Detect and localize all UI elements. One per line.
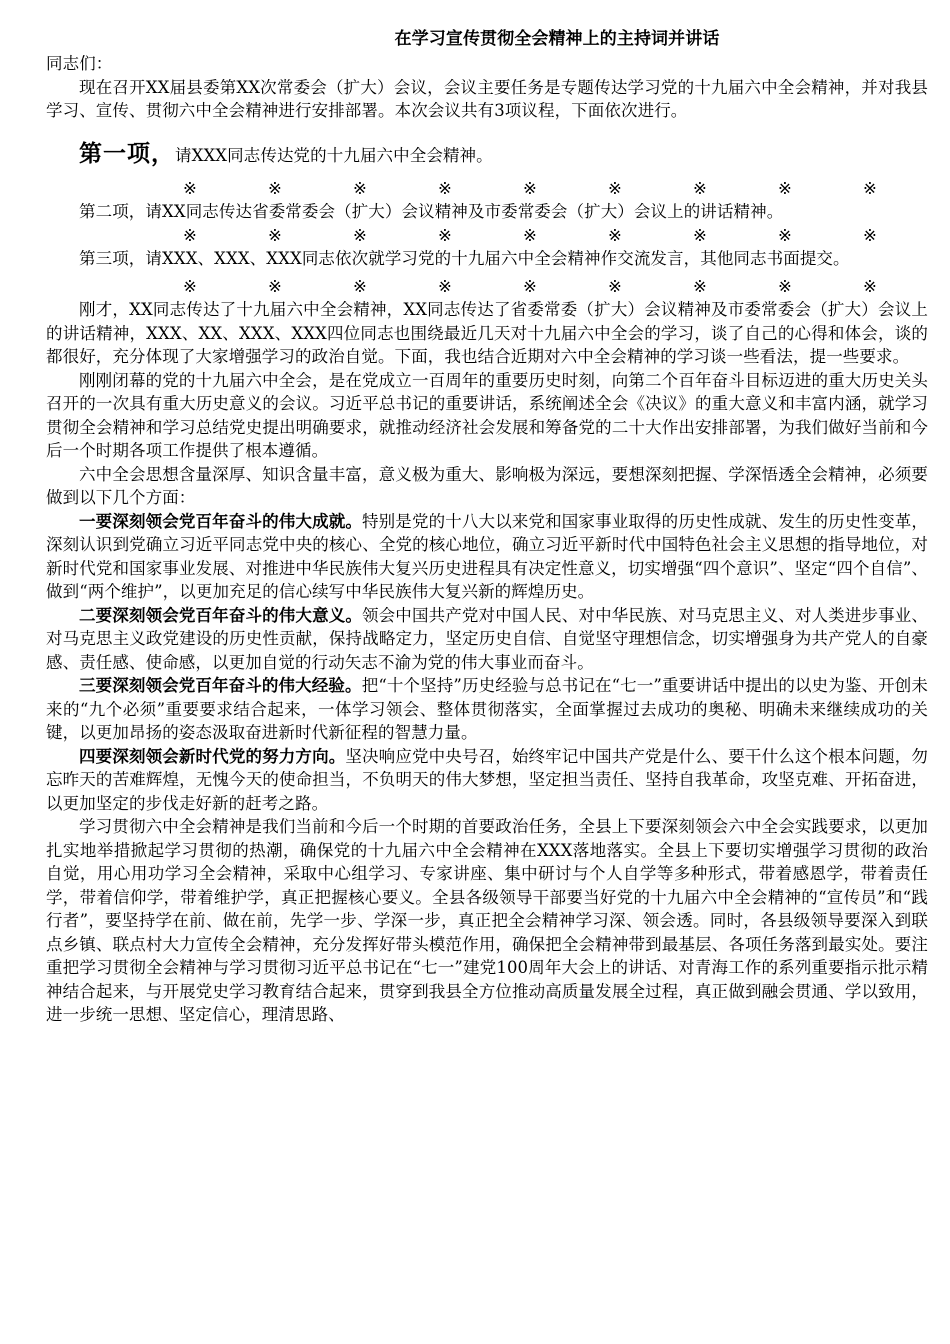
star-mark: ※ [523,178,537,198]
speech-paragraph: 刚刚闭幕的党的十九届六中全会，是在党成立一百周年的重要历史时刻，向第二个百年奋斗目标迈进的重大历史关头召开的一次具有重大历史意义的会议。习近平总书记的重要讲话，系统阐述全会《决议》的重大意义和丰富内涵，就学习贯彻全会精神和学习总结党史提出明确要求，就推动经济社会发展和筹备党的二十大作出安排部署，为我们做好当前和今后一个时期各项工作提供了根本遵循。 [46,370,928,460]
requirement-4-text: 坚决响应党中央号召，始终牢记中国共产党是什么、要干什么这个根本问题，勿忘昨天的苦难辉煌，无愧今天的使命担当，不负明天的伟大梦想，坚定担当责任、坚持自我革命，攻坚克难、开拓奋进，以更加坚定的步伐走好新的赶考之路。 [46,746,929,813]
star-mark: ※ [863,178,877,198]
star-mark: ※ [523,225,537,245]
star-mark: ※ [778,225,792,245]
star-mark: ※ [778,276,792,296]
star-mark: ※ [353,225,367,245]
speech-paragraph: 学习贯彻六中全会精神是我们当前和今后一个时期的首要政治任务，全县上下要深刻领会六中全会实践要求，以更加扎实地举措掀起学习贯彻的热潮，确保党的十九届六中全会精神在XXX落地落实。全县上下要切实增强学习贯彻的政治自觉，用心用功学习全会精神，采取中心组学习、专家讲座、集中研讨与个人自学等多种形式，带着感恩学，带着责任学，带着信仰学，带着维护学，真正把握核心要义。全县各级领导干部要当好党的十九届六中全会精神的“宣传员”和“践行者”，要坚持学在前、做在前，先学一步、学深一步，真正把全会精神学习深、领会透。同时，各县级领导要深入到联点乡镇、联点村大力宣传全会精神，充分发挥好带头模范作用，确保把全会精神带到最基层、各项任务落到最实处。要注重把学习贯彻全会精神与学习贯彻习近平总书记在“七一”建党100周年大会上的讲话、对青海工作的系列重要指示批示精神结合起来，与开展党史学习教育结合起来，贯穿到我县全方位推动高质量发展全过程，真正做到融会贯通、学以致用，进一步统一思想、坚定信心，理清思路、 [46,817,928,1024]
star-mark: ※ [268,225,282,245]
requirement-4 [46,745,928,816]
agenda-item-2: 第二项，请XX同志传达省委常委会（扩大）会议精神及市委常委会（扩大）会议上的讲话精神。 [79,202,784,221]
requirement-3 [46,674,928,745]
speech-paragraph: 六中全会思想含量深厚、知识含量丰富，意义极为重大、影响极为深远，要想深刻把握、学深悟透全会精神，必须要做到以下几个方面： [46,464,928,507]
star-mark: ※ [608,225,622,245]
star-mark: ※ [183,225,197,245]
star-mark: ※ [863,276,877,296]
speech-paragraph: 刚才，XX同志传达了十九届六中全会精神，XX同志传达了省委常委（扩大）会议精神及市委常委会（扩大）会议上的讲话精神，XXX、XX、XXX、XXX四位同志也围绕最近几天对十九届六中全会的学习，谈了自己的心得和体会，谈的都很好，充分体现了大家增强学习的政治自觉。下面，我也结合近期对六中全会精神的学习谈一些看法，提一些要求。 [46,300,928,366]
requirement-1-lead: 一要深刻领会党百年奋斗的伟大成就。 [79,511,363,531]
requirement-1-text: 特别是党的十八大以来党和国家事业取得的历史性成就、发生的历史性变革，深刻认识到党确立习近平同志党中央的核心、全党的核心地位，确立习近平新时代中国特色社会主义思想的指导地位，对新时代党和国家事业发展、对推进中华民族伟大复兴历史进程具有决定性意义，切实增强“四个意识”、坚定“四个自信”、做到“两个维护”，以更加充足的信心续写中华民族伟大复兴新的辉煌历史。 [46,511,928,601]
requirement-3-lead: 三要深刻领会党百年奋斗的伟大经验。 [79,676,362,695]
star-mark: ※ [268,178,282,198]
star-mark: ※ [438,276,452,296]
agenda-item-3: 第三项，请XXX、XXX、XXX同志依次就学习党的十九届六中全会精神作交流发言，其他同志书面提交。 [79,249,850,268]
star-mark: ※ [693,276,707,296]
star-mark: ※ [438,178,452,198]
star-mark: ※ [523,276,537,296]
document-page [46,28,928,1027]
star-mark: ※ [353,276,367,296]
requirement-2 [46,604,928,675]
star-mark: ※ [778,178,792,198]
star-mark: ※ [353,178,367,198]
star-mark: ※ [693,178,707,198]
intro-paragraph: 现在召开XX届县委第XX次常委会（扩大）会议，会议主要任务是专题传达学习党的十九届六中全会精神，并对我县学习、宣传、贯彻六中全会精神进行安排部署。本次会议共有3项议程，下面依次进行。 [46,77,928,120]
document-title: 在学习宣传贯彻全会精神上的主持词并讲话 [394,29,720,49]
requirement-2-lead: 二要深刻领会党百年奋斗的伟大意义。 [79,605,363,625]
star-mark: ※ [183,276,197,296]
salutation: 同志们： [46,54,113,73]
requirement-4-lead: 四要深刻领会新时代党的努力方向。 [79,746,346,766]
star-mark: ※ [693,225,707,245]
agenda-item-1-text: 请XXX同志传达党的十九届六中全会精神。 [175,145,493,165]
star-mark: ※ [863,225,877,245]
agenda-item-1-heading: 第一项， [79,140,175,167]
separator-stars [180,275,940,299]
requirement-2-text: 领会中国共产党对中国人民、对中华民族、对马克思主义、对人类进步事业、对马克思主义政党建设的历史性贡献，保持战略定力，坚定历史自信、自觉坚守理想信念，切实增强身为共产党人的自豪感、责任感、使命感，以更加自觉的行动矢志不渝为党的伟大事业而奋斗。 [46,605,928,672]
separator-stars [180,224,940,248]
star-mark: ※ [438,225,452,245]
star-mark: ※ [608,178,622,198]
star-mark: ※ [183,178,197,198]
agenda-item-1 [79,139,928,171]
separator-stars [180,177,940,201]
requirement-3-text: 把“十个坚持”历史经验与总书记在“七一”重要讲话中提出的以史为鉴、开创未来的“九个必须”重要要求结合起来，一体学习领会、整体贯彻落实，全面掌握过去成功的奥秘、明确未来继续成功的关键，以更加昂扬的姿态汲取奋进新时代新征程的智慧力量。 [46,676,929,742]
star-mark: ※ [608,276,622,296]
requirement-1 [46,510,928,604]
star-mark: ※ [268,276,282,296]
